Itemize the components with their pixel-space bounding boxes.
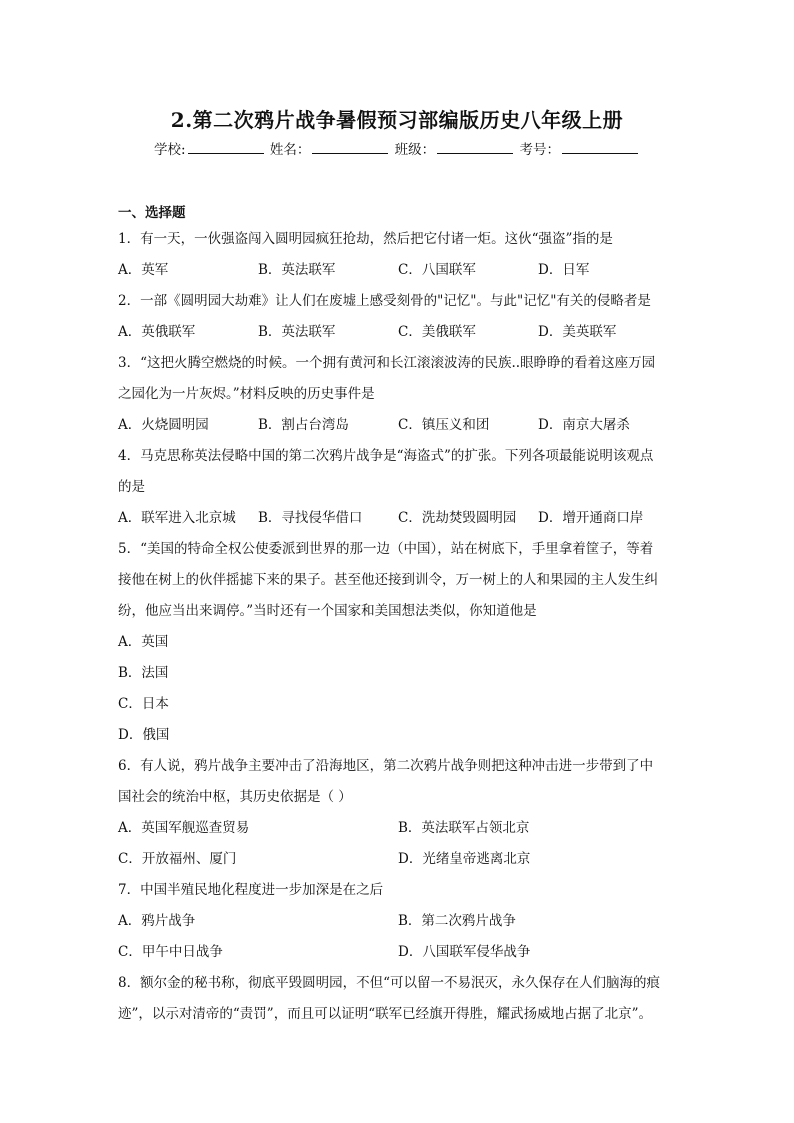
question-text: 4．马克思称英法侵略中国的第二次鸦片战争是“海盗式”的扩张。下列各项最能说明该观点 (118, 448, 654, 464)
option-b[interactable]: B．寻找侵华借口 (258, 510, 363, 526)
option-b[interactable]: B．英法联军占领北京 (398, 820, 530, 836)
page-title: 2.第二次鸦片战争暑假预习部编版历史八年级上册 (170, 108, 624, 132)
options-row (118, 317, 678, 348)
question-2 (118, 286, 678, 348)
question-1 (118, 224, 678, 286)
option-a[interactable]: A．英俄联军 (118, 324, 196, 340)
option-c[interactable]: C．八国联军 (398, 262, 476, 278)
question-text: 3．“这把火腾空燃烧的时候。一个拥有黄河和长江滚滚波涛的民族..眼睁睁的看着这座万园 (118, 355, 656, 371)
option-c[interactable]: C．镇压义和团 (398, 417, 490, 433)
option-d[interactable]: D．增开通商口岸 (538, 510, 644, 526)
question-7 (118, 875, 678, 968)
option-a[interactable]: A．英军 (118, 262, 169, 278)
option-d[interactable]: D．八国联军侵华战争 (398, 944, 531, 960)
question-text-cont: 迹”，以示对清帝的“责罚”，而且可以证明“联军已经旗开得胜，耀武扬威地占据了北京”。 (118, 1006, 653, 1022)
options-row (118, 906, 678, 937)
option-b[interactable]: B．第二次鸦片战争 (398, 913, 516, 929)
options-row (118, 255, 678, 286)
option-d[interactable]: D．光绪皇帝逃离北京 (398, 851, 531, 867)
section-heading: 一、选择题 (118, 205, 186, 221)
question-text-cont: 之园化为一片灰烬。”材料反映的历史事件是 (118, 386, 375, 402)
option-d[interactable]: D．俄国 (118, 727, 170, 743)
question-3 (118, 348, 678, 441)
question-5 (118, 534, 678, 751)
school-blank[interactable] (188, 140, 264, 154)
question-text: 1．有一天，一伙强盗闯入圆明园疯狂抢劫，然后把它付诸一炬。这伙“强盗”指的是 (118, 231, 613, 247)
question-text: 2．一部《圆明园大劫难》让人们在废墟上感受刻骨的"记忆"。与此"记忆"有关的侵略者是 (118, 293, 651, 309)
option-a[interactable]: A．火烧圆明园 (118, 417, 209, 433)
option-b[interactable]: B．英法联军 (258, 262, 336, 278)
option-c[interactable]: C．美俄联军 (398, 324, 476, 340)
question-text: 5．“美国的特命全权公使委派到世界的那一边（中国），站在树底下，手里拿着筐子，等着 (118, 541, 654, 557)
question-text: 8．额尔金的秘书称，彻底平毁圆明园，不但“可以留一不易泯灭，永久保存在人们脑海的痕 (118, 975, 660, 991)
options-row (118, 844, 678, 875)
option-a[interactable]: A．英国 (118, 634, 169, 650)
exam-no-blank[interactable] (562, 140, 638, 154)
question-text-cont: 接他在树上的伙伴摇摅下来的果子。甚至他还接到训令，万一树上的人和果园的主人发生纠 (118, 572, 658, 588)
option-b[interactable]: B．割占台湾岛 (258, 417, 349, 433)
name-label: 姓名： (269, 142, 311, 158)
question-text-cont: 的是 (118, 479, 145, 495)
options-row (118, 410, 678, 441)
option-c[interactable]: C．开放福州、厦门 (118, 851, 237, 867)
option-c[interactable]: C．甲午中日战争 (118, 944, 223, 960)
option-d[interactable]: D．南京大屠杀 (538, 417, 630, 433)
option-b[interactable]: B．英法联军 (258, 324, 336, 340)
option-d[interactable]: D．美英联军 (538, 324, 617, 340)
question-text-cont: 国社会的统治中枢，其历史依据是（ ） (118, 789, 352, 805)
question-4 (118, 441, 678, 534)
options-row (118, 503, 678, 534)
question-text: 7．中国半殖民地化程度进一步加深是在之后 (118, 882, 384, 898)
option-a[interactable]: A．英国军舰巡查贸易 (118, 820, 250, 836)
option-c[interactable]: C．洗劫焚毁圆明园 (398, 510, 517, 526)
question-text: 6．有人说，鸦片战争主要冲击了沿海地区，第二次鸦片战争则把这种冲击进一步带到了中 (118, 758, 654, 774)
option-b[interactable]: B．法国 (118, 665, 169, 681)
question-6 (118, 751, 678, 875)
question-8 (118, 968, 678, 1030)
exam-no-label: 考号： (519, 142, 560, 158)
question-text-cont: 纷，他应当出来调停。”当时还有一个国家和美国想法类似，你知道他是 (118, 603, 537, 619)
options-row (118, 937, 678, 968)
option-a[interactable]: A．鸦片战争 (118, 913, 196, 929)
question-list (118, 202, 678, 1030)
class-label: 班级： (394, 142, 436, 158)
student-info-row (0, 138, 794, 158)
option-a[interactable]: A．联军进入北京城 (118, 510, 236, 526)
school-label: 学校: (154, 142, 186, 158)
option-c[interactable]: C．日本 (118, 696, 169, 712)
class-blank[interactable] (437, 140, 513, 154)
options-row (118, 813, 678, 844)
option-d[interactable]: D．日军 (538, 262, 590, 278)
name-blank[interactable] (312, 140, 388, 154)
